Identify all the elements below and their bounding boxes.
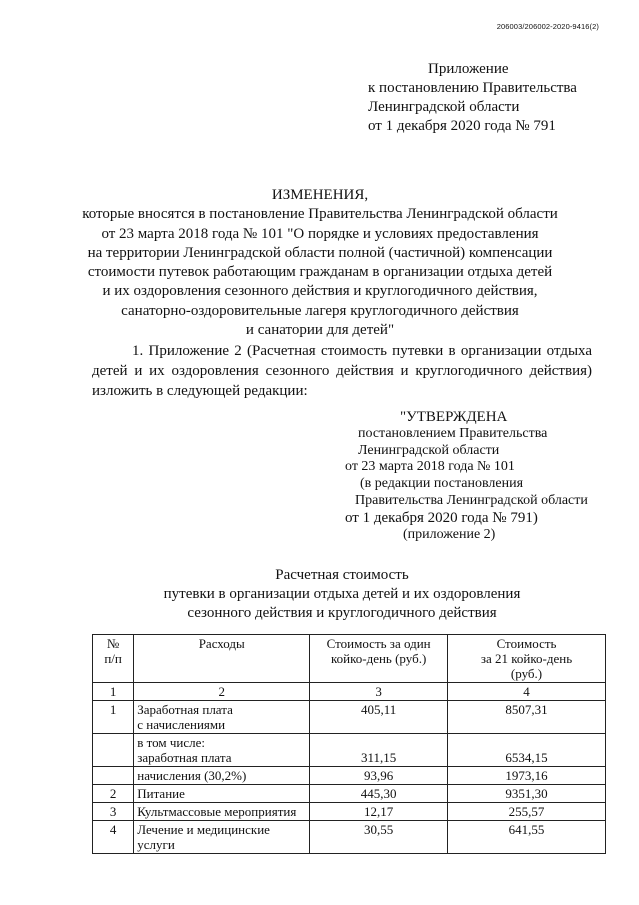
row-total: 1973,16	[448, 767, 606, 785]
row-per-day: 405,11	[310, 701, 448, 734]
changes-heading	[60, 186, 580, 340]
approval-stamp-block	[345, 409, 588, 543]
row-total: 641,55	[448, 821, 606, 854]
row-total: 9351,30	[448, 785, 606, 803]
approved-line: от 1 декабря 2020 года № 791)	[345, 509, 538, 526]
document-id: 206003/206002-2020-9416(2)	[496, 22, 599, 31]
appendix-line: Приложение	[428, 61, 509, 77]
calc-title-line: путевки в организации отдыха детей и их оздоровления	[163, 586, 521, 602]
paragraph-text: 1. Приложение 2 (Расчетная стоимость путевки в организации отдыха детей и их оздоровления сезонного действия и круглогодичного действия) изложить в следующей редакции:	[92, 343, 592, 399]
index-cell: 2	[134, 683, 310, 701]
row-total: 8507,31	[448, 701, 606, 734]
table-row	[93, 701, 606, 734]
heading-line: которые вносятся в постановление Правительства Ленинградской области	[82, 206, 558, 223]
calc-title-line: сезонного действия и круглогодичного действия	[187, 605, 497, 621]
index-cell: 3	[310, 683, 448, 701]
heading-line: санаторно-оздоровительные лагеря круглогодичного действия	[121, 302, 519, 319]
calculation-title	[92, 566, 592, 623]
table-index-row	[93, 683, 606, 701]
row-expense: Питание	[134, 785, 310, 803]
row-total: 6534,15	[448, 734, 606, 767]
row-num: 4	[93, 821, 134, 854]
table-row	[93, 821, 606, 854]
heading-line: стоимости путевок работающим гражданам в организации отдыха детей	[87, 264, 553, 281]
calc-title-line: Расчетная стоимость	[275, 567, 409, 583]
table-header-row	[93, 635, 606, 683]
heading-line: на территории Ленинградской области полной (частичной) компенсации	[87, 244, 553, 261]
row-total: 255,57	[448, 803, 606, 821]
row-per-day: 445,30	[310, 785, 448, 803]
appendix-reference	[368, 60, 577, 136]
table-row	[93, 734, 606, 767]
row-per-day: 30,55	[310, 821, 448, 854]
table-row	[93, 803, 606, 821]
row-per-day: 93,96	[310, 767, 448, 785]
row-num	[93, 734, 134, 767]
appendix-line: Ленинградской области	[368, 99, 520, 115]
heading-line: от 23 марта 2018 года № 101 "О порядке и условиях предоставления	[101, 225, 539, 242]
row-num: 1	[93, 701, 134, 734]
approved-line: Ленинградской области	[358, 442, 500, 458]
cost-table	[92, 634, 606, 854]
heading-line: и их оздоровления сезонного действия и круглогодичного действия,	[102, 283, 538, 300]
index-cell: 4	[448, 683, 606, 701]
row-per-day: 12,17	[310, 803, 448, 821]
approved-line: Правительства Ленинградской области	[355, 492, 588, 508]
amendment-paragraph	[92, 341, 592, 401]
index-cell: 1	[93, 683, 134, 701]
row-expense: начисления (30,2%)	[134, 767, 310, 785]
approved-line: "УТВЕРЖДЕНА	[400, 409, 508, 425]
row-expense: Заработная плата с начислениями	[134, 701, 310, 734]
approved-line: (приложение 2)	[403, 526, 496, 542]
row-num: 3	[93, 803, 134, 821]
header-expense: Расходы	[134, 635, 310, 683]
heading-title: ИЗМЕНЕНИЯ,	[271, 187, 369, 203]
appendix-line: от 1 декабря 2020 года № 791	[368, 118, 556, 134]
approved-line: (в редакции постановления	[360, 476, 524, 492]
appendix-line: к постановлению Правительства	[368, 80, 577, 96]
header-num: № п/п	[93, 635, 134, 683]
row-num: 2	[93, 785, 134, 803]
approved-line: от 23 марта 2018 года № 101	[345, 459, 515, 475]
row-expense: Культмассовые мероприятия	[134, 803, 310, 821]
heading-line: и санатории для детей"	[245, 322, 395, 339]
table-row	[93, 785, 606, 803]
row-per-day: 311,15	[310, 734, 448, 767]
row-num	[93, 767, 134, 785]
header-per-day: Стоимость за один койко-день (руб.)	[310, 635, 448, 683]
approved-line: постановлением Правительства	[358, 425, 548, 441]
header-total: Стоимость за 21 койко-день (руб.)	[448, 635, 606, 683]
row-expense: Лечение и медицинские услуги	[134, 821, 310, 854]
table-row	[93, 767, 606, 785]
row-expense: в том числе: заработная плата	[134, 734, 310, 767]
